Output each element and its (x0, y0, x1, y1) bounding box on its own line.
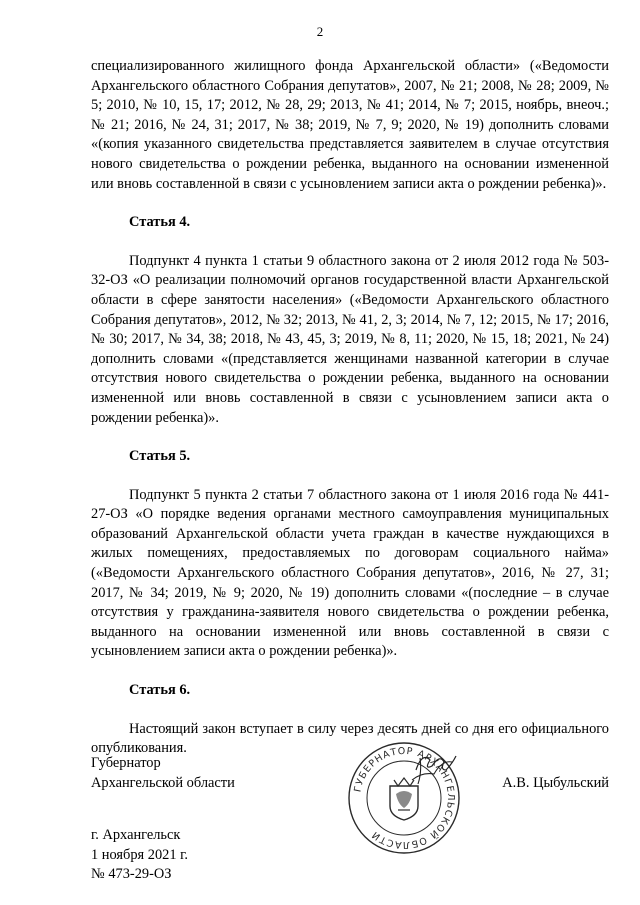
law-body (91, 57, 609, 759)
page-number: 2 (316, 24, 324, 39)
article-5-heading: Статья 5. (129, 448, 191, 465)
signatory-title-line2: Архангельской области (91, 774, 235, 791)
signatory-title (91, 754, 235, 793)
signatory-title-line1: Губернатор (91, 755, 161, 771)
footer-city: г. Архангельск (91, 827, 181, 843)
footer-date: 1 ноября 2021 г. (91, 846, 189, 863)
signatory-name: А.В. Цыбульский (502, 775, 609, 791)
official-seal-icon (346, 740, 462, 856)
article-4-text: Подпункт 4 пункта 1 статьи 9 областного закона от 2 июля 2012 года № 503-32-ОЗ «О реализации полномочий органов государственной власти Архангельской области в сфере занятости населения» («Ведомости Архангельского областного Собрания депутатов», 2012, № 32; 2013, № 41, 2, 3; 2014, № 7, 12; 2015, № 17; 2016, № 30; 2017, № 34, 38; 2018, № 43, 45, 3; 2019, № 8, 11; 2020, № 15, 18; 2021, № 24) дополнить словами «(представляется женщинами названной категории в случае отсутствия нового свидетельства о рождении ребенка, выданного на основании измененной или вновь составленной в связи с усыновлением записи акта о рождении ребенка)». (91, 252, 609, 426)
footer-law-number: № 473-29-ОЗ (91, 866, 172, 883)
seal-text: ГУБЕРНАТОР АРХАНГЕЛЬСКОЙ ОБЛАСТИ (352, 745, 457, 851)
document-footer (91, 826, 188, 885)
article-5-text: Подпункт 5 пункта 2 статьи 7 областного закона от 1 июля 2016 года № 441-27-ОЗ «О порядке ведения органами местного самоуправления муниципальных образований Архангельской области учета граждан в качестве нуждающихся в жилых помещениях, предоставляемых по договорам социального найма» («Ведомости Архангельского областного Собрания депутатов», 2016, № 27, 31; 2017, № 34; 2019, № 9; 2020, № 19) дополнить словами «(последние – в случае отсутствия у гражданина-заявителя нового свидетельства о рождении ребенка, выданного на основании измененной или вновь составленной в связи с усыновлением записи акта о рождении ребенка)». (91, 486, 609, 660)
article-4-heading: Статья 4. (129, 214, 191, 231)
article-6-text: Настоящий закон вступает в силу через десять дней со дня его официального опубликования. (91, 720, 609, 757)
article-6-heading: Статья 6. (129, 682, 191, 699)
paragraph-continuation: специализированного жилищного фонда Архангельской области» («Ведомости Архангельского областного Собрания депутатов», 2007, № 21; 2008, № 28; 2009, № 5; 2010, № 10, 15, 17; 2012, № 28, 29; 2013, № 41; 2014, № 7; 2015, ноябрь, внеоч.; № 21; 2016, № 24, 31; 2017, № 38; 2019, № 7, 9; 2020, № 19) дополнить словами «(копия указанного свидетельства представляется заявителем в случае отсутствия нового свидетельства о рождении ребенка, выданного на основании измененной или вновь составленной в связи с усыновлением записи акта о рождении ребенка)». (91, 58, 609, 192)
